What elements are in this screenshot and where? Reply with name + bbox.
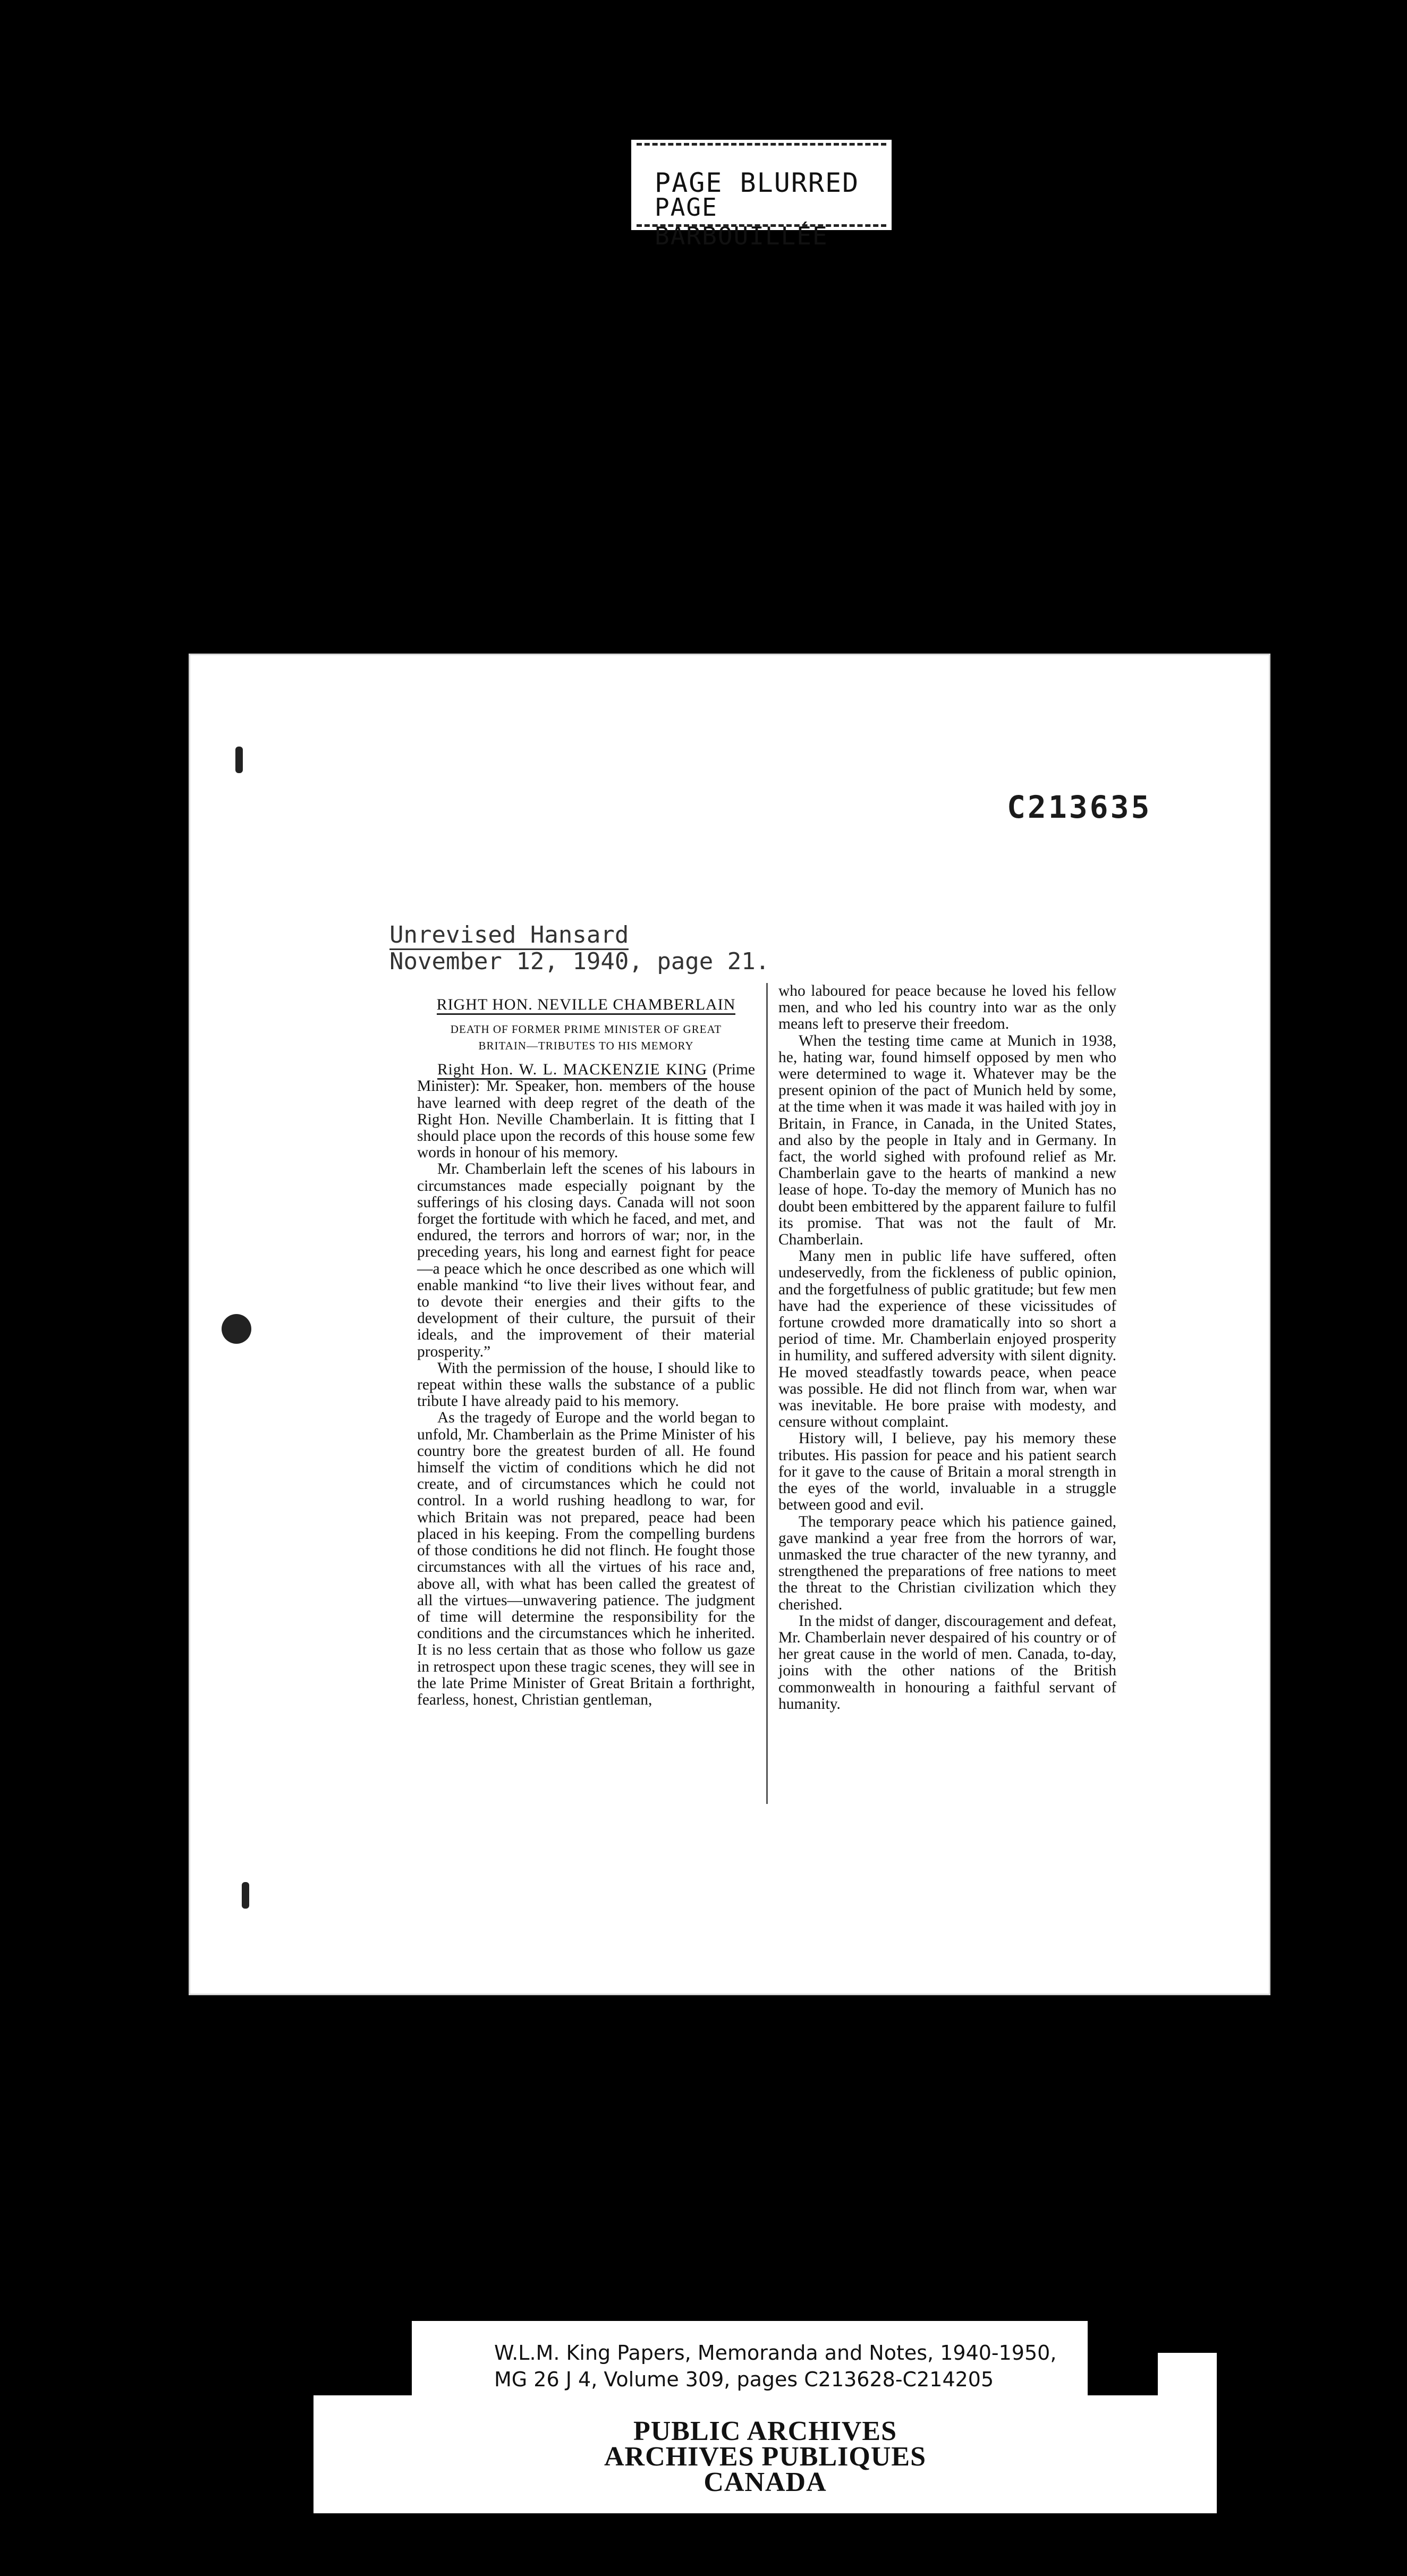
article-heading	[417, 996, 755, 1013]
typed-header	[389, 922, 769, 975]
bottom-dashed-line	[637, 224, 886, 227]
subheading-line-1: DEATH OF FORMER PRIME MINISTER OF GREAT	[450, 1023, 722, 1036]
paragraph-6: When the testing time came at Munich in 1938, he, hating war, found himself opposed by men who were determined to wage it. Whatever may be the present opinion of the pact of Munich held by some, at the time when it was made it was hailed with joy in Britain, in France, in Canada, in the United States, and also by the people in Italy and in Germany. In fact, the world sighed with profound relief as Mr. Chamberlain gave to the hearts of mankind a new lease of hope. To-day the memory of Munich has no doubt been embittered by the apparent failure to fulfil its promise. That was not the fault of Mr. Chamberlain.	[778, 1032, 1116, 1249]
left-column	[417, 996, 755, 1708]
citation-line-2: MG 26 J 4, Volume 309, pages C213628-C214205	[494, 2368, 994, 2391]
label-notch-right	[1088, 2353, 1158, 2395]
paragraph-4: As the tragedy of Europe and the world began to unfold, Mr. Chamberlain as the Prime Minister of his country bore the greatest burden of all. He found himself the victim of conditions which he did not create, and of circumstances which he could not control. In a world rushing headlong to war, for which Britain was not prepared, peace had been placed in his keeping. From the compelling burdens of those conditions he did not flinch. He fought those circumstances with all the virtues of his race and, above all, with what has been called the greatest of all the virtues—unwavering patience. The judgment of time will determine the responsibility for the conditions and the circumstances which he inherited. It is no less certain that as those who follow us gaze in retrospect upon these tragic scenes, they will see in the late Prime Minister of Great Britain a forthright, fearless, honest, Christian gentleman,	[417, 1409, 755, 1708]
article-subheading	[417, 1021, 755, 1054]
archives-country: CANADA	[704, 2467, 827, 2497]
paragraph-10: In the midst of danger, discouragement and defeat, Mr. Chamberlain never despaired of his country or of her great cause in the world of men. Canada, to-day, joins with the other nations of the British commonwealth in honouring a faithful servant of humanity.	[778, 1612, 1116, 1713]
top-dashed-line	[637, 143, 886, 146]
paragraph-3: With the permission of the house, I should like to repeat within these walls the substance of a public tribute I have already paid to his memory.	[417, 1359, 755, 1410]
archives-name-french: ARCHIVES PUBLIQUES	[604, 2442, 927, 2472]
label-notch-left	[313, 2353, 412, 2395]
paragraph-1	[417, 1062, 755, 1161]
binder-mark-top	[235, 747, 243, 773]
label-line-french: PAGE BARBOUILLÉE	[655, 193, 828, 250]
paragraph-8: History will, I believe, pay his memory these tributes. His passion for peace and his patient search for it gave to the cause of Britain a moral strength in the eyes of the world, invaluable in a struggle between good and evil.	[778, 1430, 1116, 1514]
right-column	[778, 983, 1116, 1713]
label-line-english: PAGE BLURRED	[655, 167, 860, 198]
archives-citation-label	[313, 2321, 1217, 2513]
paragraph-5: who laboured for peace because he loved his fellow men, and who led his country into war as the only means left to preserve their freedom.	[778, 982, 1116, 1033]
paragraph-2: Mr. Chamberlain left the scenes of his labours in circumstances made especially poignant by the sufferings of his closing days. Canada will not soon forget the fortitude with which he faced, and met, and endured, the terrors and horrors of war; nor, in the preceding years, his long and earnest fight for peace —a peace which he once described as one which will enable mankind “to live their lives without fear, and to devote their energies and their gifts to the development of their culture, the pursuit of their ideals, and the improvement of their material prosperity.”	[417, 1160, 755, 1360]
archives-name-english: PUBLIC ARCHIVES	[633, 2416, 897, 2446]
heading-text: RIGHT HON. NEVILLE CHAMBERLAIN	[437, 996, 736, 1015]
typed-line-source: Unrevised Hansard	[389, 921, 629, 950]
document-page	[189, 654, 1270, 1995]
paragraph-7: Many men in public life have suffered, often undeservedly, from the fickleness of public opinion, and the forgetfulness of public gratitude; but few men have had the experience of these vicissitudes of fortune crowded more dramatically into so short a period of time. Mr. Chamberlain enjoyed prosperity in humility, and suffered adversity with silent dignity. He moved steadfastly towards peace, when peace was possible. He did not flinch from war, when war was inevitable. He bore praise with modesty, and censure without complaint.	[778, 1248, 1116, 1431]
binder-mark-bottom	[242, 1882, 249, 1909]
subheading-line-2: BRITAIN—TRIBUTES TO HIS MEMORY	[478, 1039, 694, 1053]
paragraph-1-text: (Prime Minister): Mr. Speaker, hon. members of the house have learned with deep regret of the death of the Right Hon. Neville Chamberlain. It is fitting that I should place upon the records of this house some few words in honour of his memory.	[417, 1061, 756, 1162]
column-divider	[766, 983, 768, 1804]
typed-line-date: November 12, 1940, page 21.	[389, 948, 770, 975]
punch-hole	[222, 1314, 251, 1344]
document-stamp-number: C213635	[1007, 789, 1152, 825]
speaker-name: Right Hon. W. L. MACKENZIE KING	[437, 1061, 707, 1080]
paragraph-9: The temporary peace which his patience gained, gave mankind a year free from the horrors of war, unmasked the true character of the new tyranny, and strengthened the preparations of free nations to meet the threat to the Christian civilization which they cherished.	[778, 1513, 1116, 1613]
page-blurred-label	[631, 140, 892, 250]
citation-line-1: W.L.M. King Papers, Memoranda and Notes, 1940-1950,	[494, 2341, 1057, 2365]
